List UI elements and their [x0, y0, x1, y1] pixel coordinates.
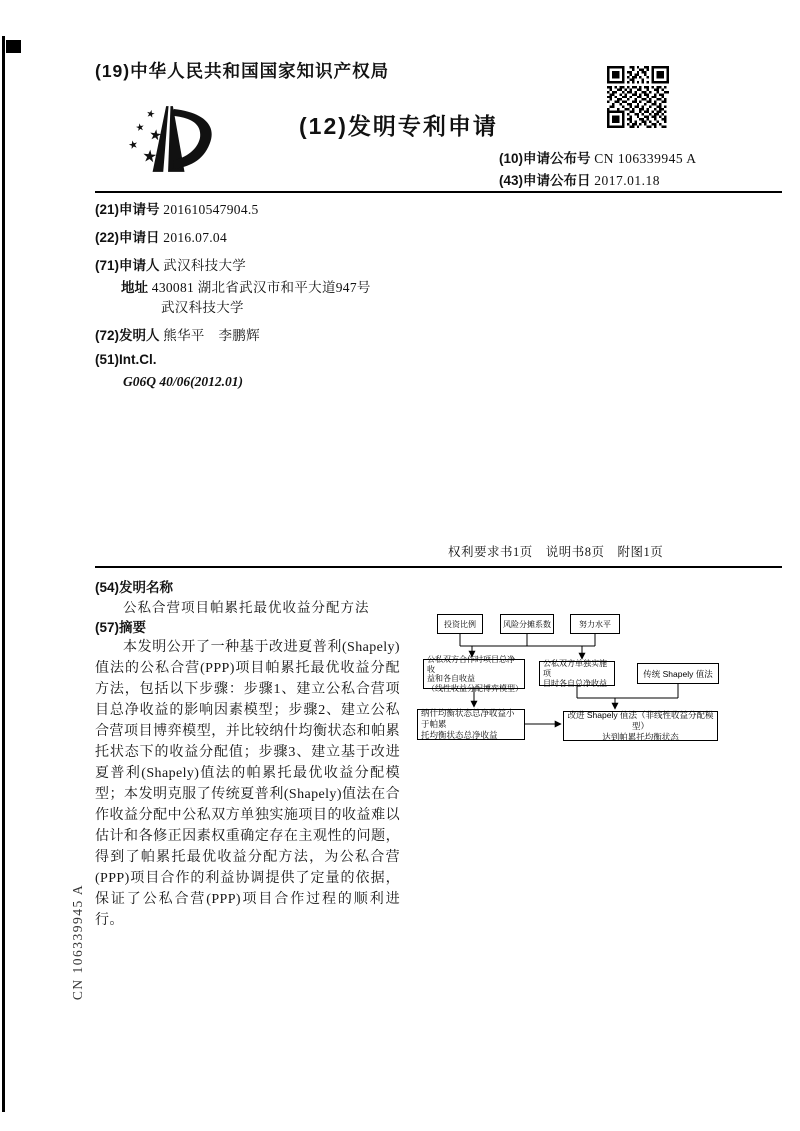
- invention-title-label: (54)发明名称: [95, 580, 174, 595]
- address-label: 地址: [121, 280, 148, 295]
- address-value: 430081 湖北省武汉市和平大道947号: [151, 280, 371, 295]
- scan-edge-line: [2, 36, 5, 1112]
- application-number-label: (21)申请号: [95, 202, 160, 217]
- application-number-line: [95, 198, 259, 218]
- abstract-flowchart: [415, 598, 787, 756]
- document-type-title: (12)发明专利申请: [299, 113, 498, 139]
- flow-node-line: （线性收益分配博弈模型）: [427, 683, 523, 693]
- flow-node-line: 纳什均衡状态总净收益小于帕累: [421, 708, 515, 729]
- cnipa-tower-logo-icon: [112, 94, 228, 184]
- int-cl-label: (51)Int.Cl.: [95, 352, 157, 367]
- flow-node-risk-sharing-coefficient: [500, 614, 554, 634]
- flow-node-cooperative-revenue-model: [423, 655, 525, 693]
- abstract-text: 本发明公开了一种基于改进夏普利(Shapely)值法的公私合营(PPP)项目帕累托最优收益分配方法，包括以下步骤：步骤1、建立公私合营项目总净收益的影响因素模型；步骤2、建立公私合营项目博弈模型，并比较纳什均衡状态和帕累托状态下的收益分配值；步骤3、建立基于改进夏普利(Shapely)值法的帕累托最优收益分配模型；本发明克服了传统夏普利(Shapely)值法在合作收益分配中公私双方单独实施项目的收益难以估计和各修正因素权重确定存在主观性的问题，得到了帕累托最优收益分配方法，为公私合营(PPP)项目合作的利益协调提供了定量的依据，保证了公私合营(PPP)项目合作过程的顺利进行。: [95, 640, 400, 928]
- flow-node-line: 公私双方单独实施项: [543, 658, 607, 678]
- abstract-label: (57)摘要: [95, 620, 147, 635]
- publication-number-line: [499, 147, 697, 167]
- inventors-line: [95, 324, 260, 344]
- flow-node-traditional-shapely: [637, 663, 719, 684]
- flow-node-line: 改进 Shapely 值法（非线性收益分配模型）: [567, 709, 714, 731]
- address-line: [121, 276, 371, 296]
- pages-summary: 权利要求书1页 说明书8页 附图1页: [448, 545, 664, 559]
- flow-node-line: 目时各自总净收益: [543, 678, 607, 688]
- flow-node-independent-revenue: [539, 658, 615, 688]
- applicant-value: 武汉科技大学: [163, 258, 247, 273]
- header-divider-rule: [95, 191, 782, 193]
- application-date-line: [95, 226, 227, 246]
- application-number-value: 201610547904.5: [163, 202, 259, 217]
- patent-office-name: (19)中华人民共和国国家知识产权局: [95, 61, 390, 81]
- flow-node-line: 托均衡状态总净收益: [421, 730, 498, 740]
- qr-code-icon: [607, 66, 669, 128]
- flow-node-label: 风险分摊系数: [503, 619, 551, 629]
- applicant-label: (71)申请人: [95, 258, 160, 273]
- address-line-2: [161, 296, 244, 316]
- flow-node-line: 公私双方合作时项目总净收: [427, 655, 515, 674]
- flow-node-nash-vs-pareto: [417, 709, 525, 740]
- flow-node-line: 益和各自收益: [427, 674, 475, 683]
- publication-date-line: [499, 169, 660, 189]
- publication-number-value: CN 106339945 A: [594, 151, 697, 166]
- flow-node-label: 传统 Shapely 值法: [643, 668, 713, 679]
- application-date-value: 2016.07.04: [163, 230, 228, 245]
- applicant-line: [95, 254, 246, 274]
- body-divider-rule: [95, 566, 782, 568]
- application-date-label: (22)申请日: [95, 230, 160, 245]
- inventors-label: (72)发明人: [95, 328, 160, 343]
- publication-number-label: (10)申请公布号: [499, 151, 591, 166]
- int-cl-line: [95, 352, 157, 367]
- address-value-2: 武汉科技大学: [161, 300, 244, 315]
- flow-node-improved-shapely: [563, 711, 718, 741]
- flow-node-line: 达到帕累托均衡状态: [602, 731, 679, 742]
- inventors-value: 熊华平 李鹏辉: [163, 328, 260, 343]
- publication-date-label: (43)申请公布日: [499, 173, 591, 188]
- flow-node-label: 努力水平: [579, 619, 611, 629]
- invention-title: 公私合营项目帕累托最优收益分配方法: [123, 600, 370, 615]
- flow-node-label: 投资比例: [444, 619, 476, 629]
- sidebar-publication-number: CN 106339945 A: [70, 883, 85, 1001]
- flow-node-effort-level: [570, 614, 620, 634]
- flow-node-investment-ratio: [437, 614, 483, 634]
- publication-date-value: 2017.01.18: [594, 173, 661, 188]
- int-cl-value: G06Q 40/06(2012.01): [123, 374, 243, 389]
- scan-edge-blotch: [6, 40, 21, 53]
